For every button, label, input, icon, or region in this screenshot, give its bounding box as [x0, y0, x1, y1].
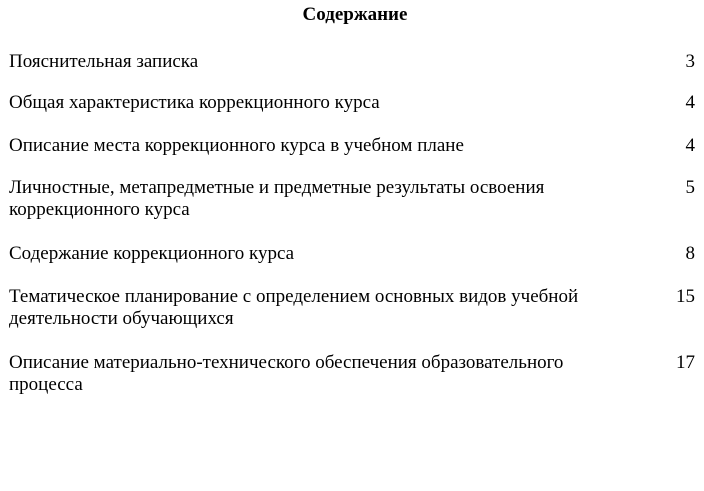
- toc-entry-text: Пояснительная записка: [9, 51, 199, 72]
- toc-entry-text: Общая характеристика коррекционного курса: [9, 92, 380, 113]
- toc-entry-page: 3: [685, 51, 695, 72]
- toc-entry: [9, 286, 695, 330]
- toc-entry-page: 5: [685, 177, 695, 198]
- toc-entry: [9, 177, 695, 221]
- toc-entry: [9, 92, 695, 114]
- toc-entry-text: Описание материально-технического обеспечения образовательного процесса: [9, 352, 564, 395]
- toc-entry: [9, 243, 695, 265]
- toc-entry-page: 15: [676, 286, 695, 307]
- table-of-contents: [9, 0, 695, 395]
- toc-entry-text: Тематическое планирование с определением основных видов учебной деятельности обучающихся: [9, 286, 579, 329]
- toc-entry-page: 17: [676, 352, 695, 373]
- toc-entry-page: 8: [685, 243, 695, 264]
- toc-title: Содержание: [302, 4, 408, 25]
- toc-entry-page: 4: [685, 135, 695, 156]
- toc-entry-text: Описание места коррекционного курса в учебном плане: [9, 135, 464, 156]
- toc-entry-text: Содержание коррекционного курса: [9, 243, 295, 264]
- toc-entry: [9, 135, 695, 157]
- toc-entry-page: 4: [685, 92, 695, 113]
- toc-entry-text: Личностные, метапредметные и предметные результаты освоения коррекционного курса: [9, 177, 545, 220]
- toc-entry: [9, 51, 695, 73]
- toc-entry: [9, 352, 695, 396]
